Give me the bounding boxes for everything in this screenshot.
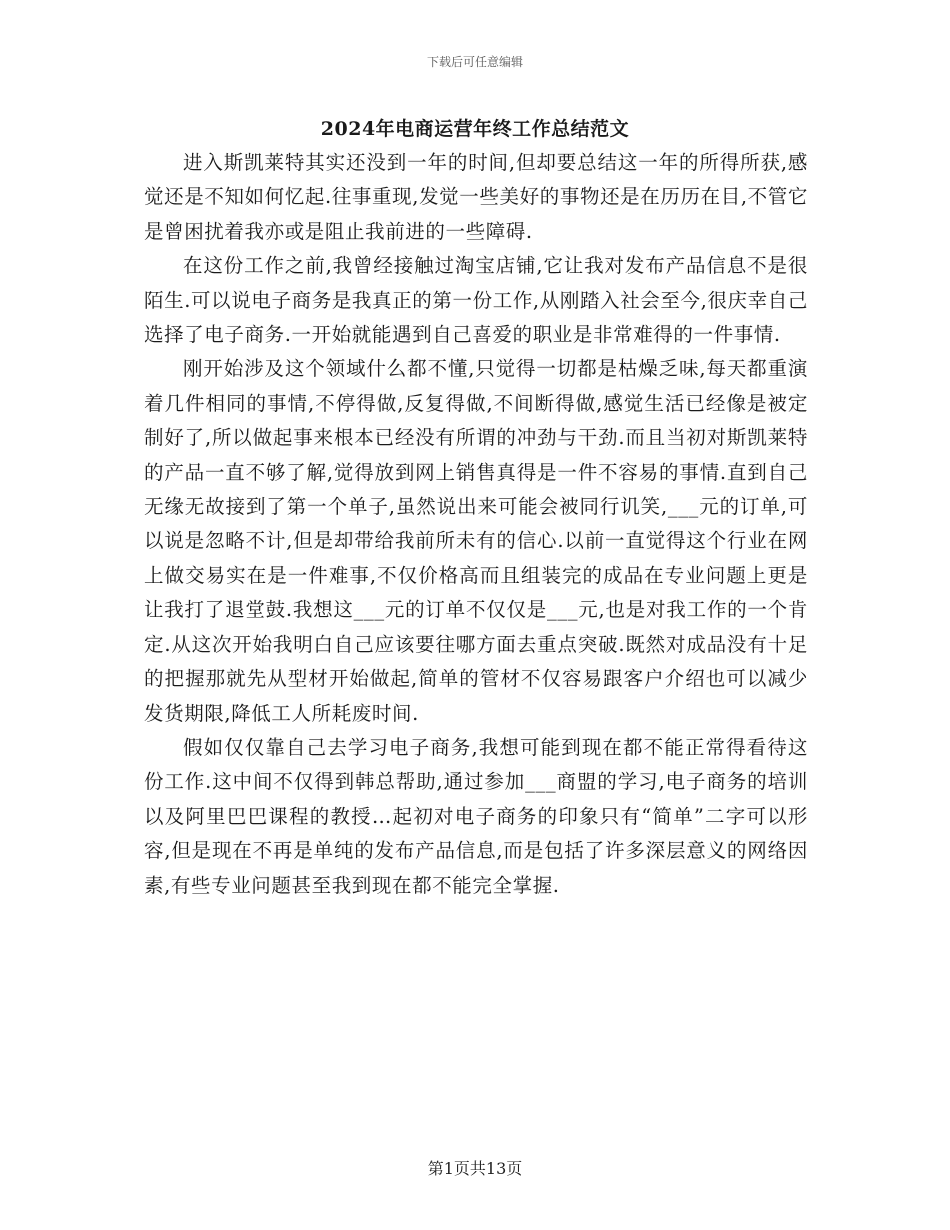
document-body — [144, 146, 808, 903]
paragraph-3: 刚开始涉及这个领域什么都不懂,只觉得一切都是枯燥乏味,每天都重演着几件相同的事情,不停得做,反复得做,不间断得做,感觉生活已经像是被定制好了,所以做起事来根本已经没有所谓的冲劲与干劲.而且当初对斯凯莱特的产品一直不够了解,觉得放到网上销售真得是一件不容易的事情.直到自己无缘无故接到了第一个单子,虽然说出来可能会被同行讥笑,___元的订单,可以说是忽略不计,但是却带给我前所未有的信心.以前一直觉得这个行业在网上做交易实在是一件难事,不仅价格高而且组装完的成品在专业问题上更是让我打了退堂鼓.我想这___元的订单不仅仅是___元,也是对我工作的一个肯定.从这次开始我明白自己应该要往哪方面去重点突破.既然对成品没有十足的把握那就先从型材开始做起,简单的管材不仅容易跟客户介绍也可以减少发货期限,降低工人所耗废时间. — [144, 357, 808, 725]
header-note: 下载后可任意编辑 — [426, 55, 523, 69]
document-title: 2024年电商运营年终工作总结范文 — [320, 118, 630, 140]
paragraph-1: 进入斯凯莱特其实还没到一年的时间,但却要总结这一年的所得所获,感觉还是不知如何忆起.往事重现,发觉一些美好的事物还是在历历在目,不管它是曾困扰着我亦或是阻止我前进的一些障碍. — [144, 151, 808, 243]
page-indicator: 第1页共13页 — [427, 1159, 523, 1178]
paragraph-4: 假如仅仅靠自己去学习电子商务,我想可能到现在都不能正常得看待这份工作.这中间不仅得到韩总帮助,通过参加___商盟的学习,电子商务的培训以及阿里巴巴课程的教授…起初对电子商务的印象只有“简单”二字可以形容,但是现在不再是单纯的发布产品信息,而是包括了许多深层意义的网络因素,有些专业问题甚至我到现在都不能完全掌握. — [144, 735, 808, 897]
paragraph-2: 在这份工作之前,我曾经接触过淘宝店铺,它让我对发布产品信息不是很陌生.可以说电子商务是我真正的第一份工作,从刚踏入社会至今,很庆幸自己选择了电子商务.一开始就能遇到自己喜爱的职业是非常难得的一件事情. — [144, 254, 808, 347]
